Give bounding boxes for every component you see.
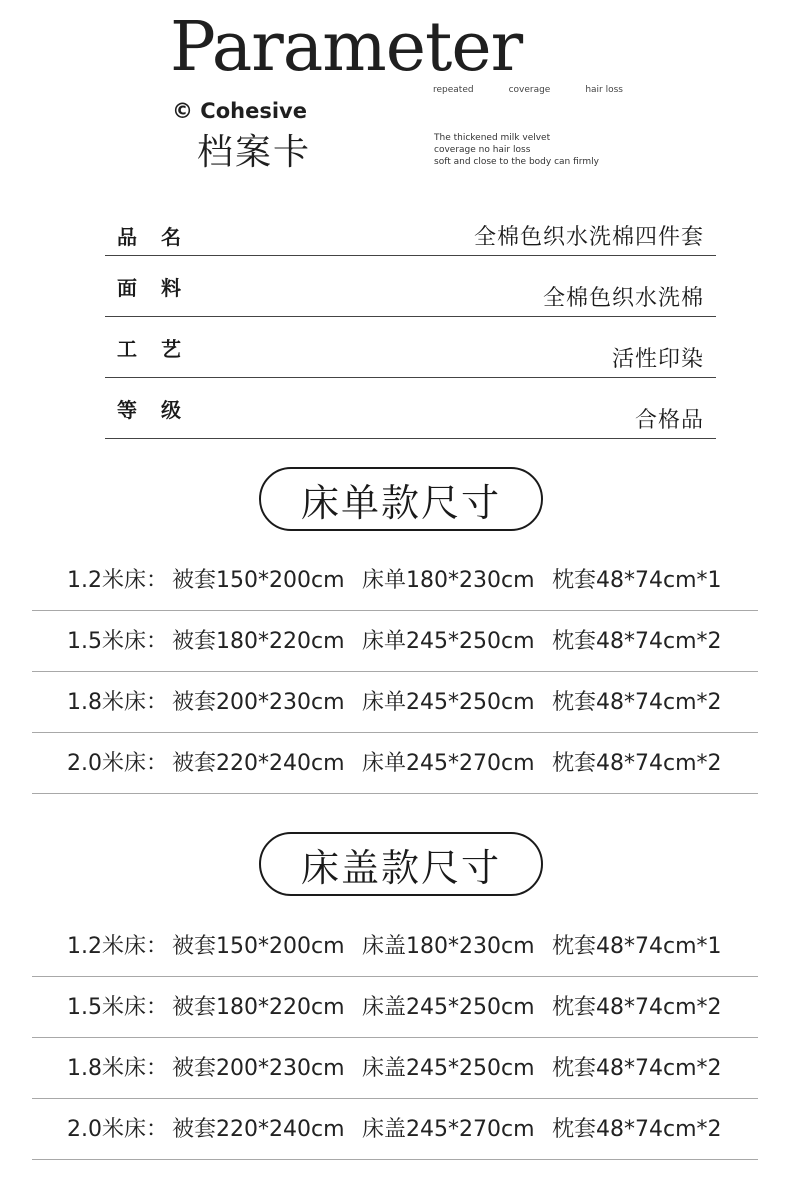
duvet-cover-size: 被套150*200cm [172,568,345,593]
bed-sheet-size: 床单245*250cm [362,629,535,654]
duvet-cover-size: 被套200*230cm [172,690,345,715]
size-row [32,1038,758,1099]
size-row [32,977,758,1038]
param-row-grade [105,378,716,439]
bedspread-size: 床盖245*250cm [362,1056,535,1081]
description-line: coverage no hair loss [434,145,531,155]
param-value: 活性印染 [611,347,704,372]
param-row-process [105,317,716,378]
param-label: 等级 [117,398,205,422]
pillowcase-size: 枕套48*74cm*1 [552,934,722,959]
subtitle-cn: 档案卡 [197,132,312,173]
bed-size: 1.8米床： [67,690,168,715]
size-row [32,611,758,672]
tag-coverage: coverage [508,85,551,95]
bedspread-size: 床盖245*250cm [362,995,535,1020]
duvet-cover-size: 被套220*240cm [172,1117,345,1142]
duvet-cover-size: 被套180*220cm [172,629,345,654]
bed-size: 1.5米床： [67,629,168,654]
param-label: 工艺 [117,337,205,361]
pillowcase-size: 枕套48*74cm*2 [552,690,722,715]
bedspread-size-list [32,916,758,1160]
bed-size: 1.2米床： [67,934,168,959]
param-label: 面料 [117,276,205,300]
description-line: soft and close to the body can firmly [434,157,599,167]
bed-size: 1.5米床： [67,995,168,1020]
duvet-cover-size: 被套150*200cm [172,934,345,959]
bedspread-size: 床盖245*270cm [362,1117,535,1142]
bedspread-size: 床盖180*230cm [362,934,535,959]
param-row-fabric [105,256,716,317]
param-value: 合格品 [634,408,704,433]
bed-size: 1.8米床： [67,1056,168,1081]
size-row [32,550,758,611]
sheet-section-title: 床单款尺寸 [259,467,543,531]
pillowcase-size: 枕套48*74cm*2 [552,1117,722,1142]
brand-name: © Cohesive [172,99,307,123]
hero-description [434,132,634,168]
duvet-cover-size: 被套220*240cm [172,751,345,776]
pillowcase-size: 枕套48*74cm*1 [552,568,722,593]
bed-sheet-size: 床单245*250cm [362,690,535,715]
description-line: The thickened milk velvet [434,133,551,143]
duvet-cover-size: 被套180*220cm [172,995,345,1020]
hero-title: Parameter [170,8,523,87]
size-row [32,733,758,794]
param-label: 品名 [117,225,205,249]
size-row [32,672,758,733]
param-value: 全棉色织水洗棉四件套 [473,225,704,250]
bed-size: 1.2米床： [67,568,168,593]
cover-section-title: 床盖款尺寸 [259,832,543,896]
size-row [32,1099,758,1160]
bed-size: 2.0米床： [67,1117,168,1142]
bed-size: 2.0米床： [67,751,168,776]
tag-hair-loss: hair loss [585,85,623,95]
param-row-product-name [105,205,716,256]
pillowcase-size: 枕套48*74cm*2 [552,629,722,654]
pillowcase-size: 枕套48*74cm*2 [552,995,722,1020]
tag-repeated: repeated [433,85,474,95]
hero-tags [433,85,623,95]
pillowcase-size: 枕套48*74cm*2 [552,751,722,776]
sheet-size-list [32,550,758,794]
bed-sheet-size: 床单180*230cm [362,568,535,593]
bed-sheet-size: 床单245*270cm [362,751,535,776]
size-row [32,916,758,977]
param-value: 全棉色织水洗棉 [542,286,704,311]
pillowcase-size: 枕套48*74cm*2 [552,1056,722,1081]
duvet-cover-size: 被套200*230cm [172,1056,345,1081]
parameter-table [105,205,716,439]
